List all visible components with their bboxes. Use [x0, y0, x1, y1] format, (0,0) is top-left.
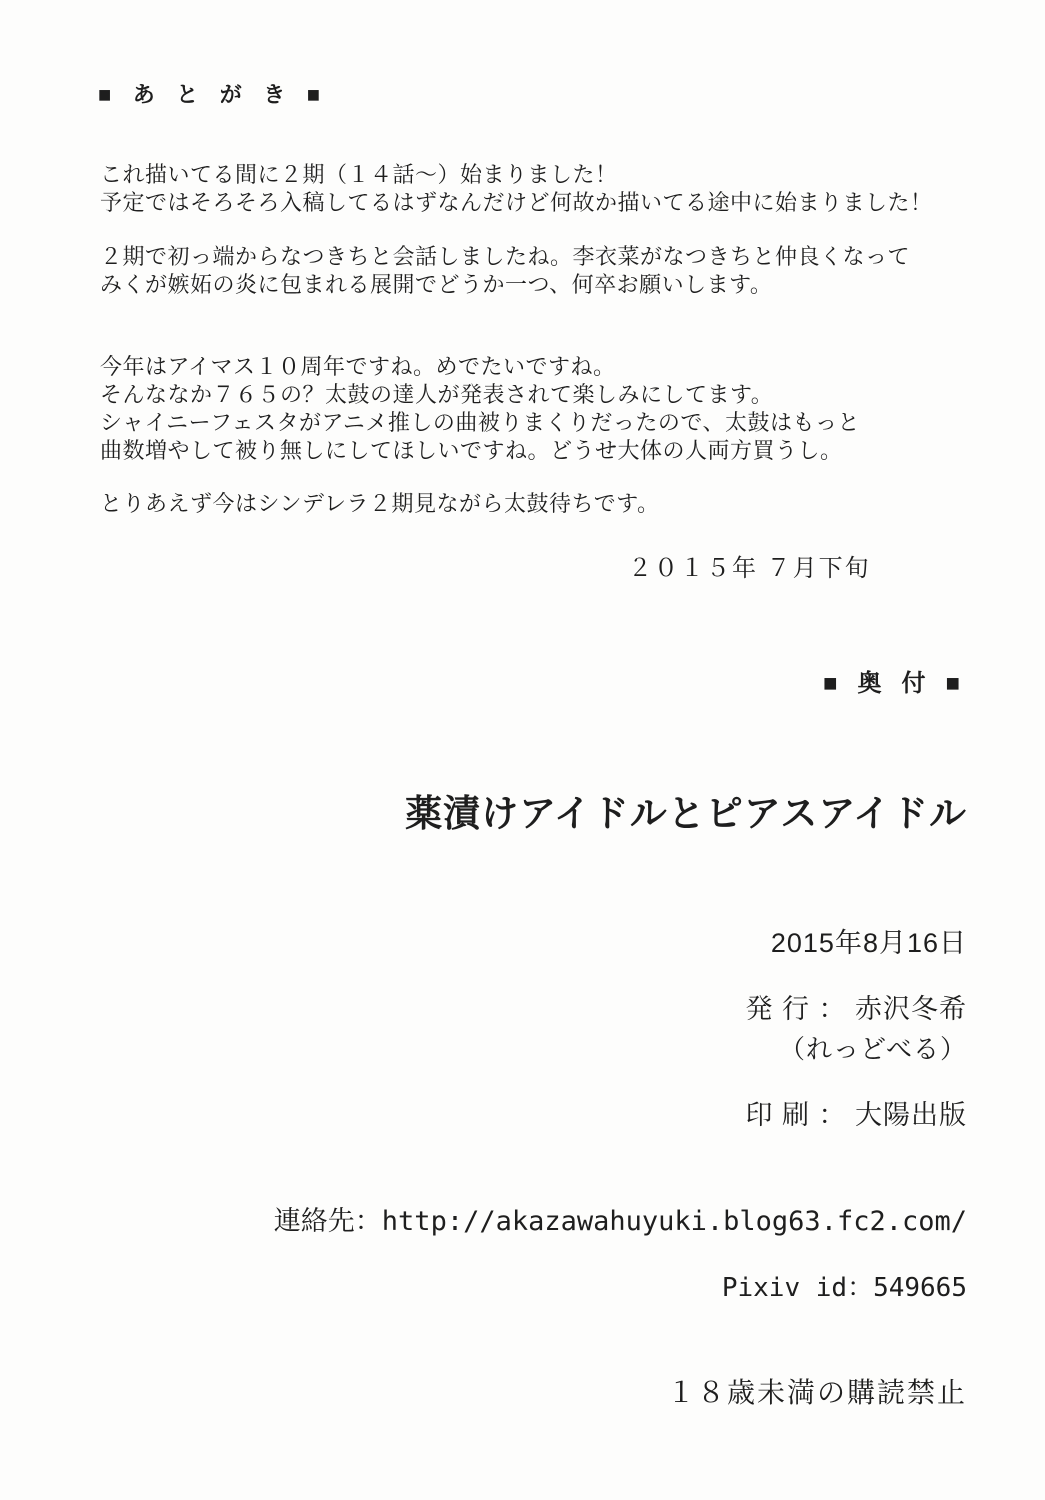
text-line: 今年はアイマス１０周年ですね。めでたいですね。: [100, 354, 616, 379]
text-line: とりあえず今はシンデレラ２期見ながら太鼓待ちです。: [100, 491, 660, 516]
text-line: これ描いてる間に２期（１４話～）始まりました！: [100, 162, 618, 187]
text-line: 曲数増やして被り無しにしてほしいですね。どうせ大体の人両方買うし。: [100, 438, 843, 463]
afterword-paragraph-4: [100, 490, 660, 518]
text-line: 予定ではそろそろ入稿してるはずなんだけど何故か描いてる途中に始まりました！: [100, 190, 933, 215]
pixiv-id: Pixiv id：549665: [721, 1273, 967, 1303]
printer-line: 印 刷 ： 大陽出版: [745, 1100, 967, 1130]
afterword-date: ２０１５年 ７月下旬: [628, 555, 871, 582]
afterword-paragraph-3: [100, 353, 860, 465]
contact-line: [274, 1199, 967, 1238]
text-line: みくが嫉妬の炎に包まれる展開でどうか一つ、何卒お願いします。: [100, 272, 773, 297]
text-line: そんななか７６５の？太鼓の達人が発表されて楽しみにしてます。: [100, 382, 774, 407]
publisher-alias: （れっどべる）: [779, 1034, 967, 1064]
afterword-paragraph-2: [100, 243, 910, 299]
contact-label: 連絡先：: [273, 1206, 382, 1236]
text-line: ２期で初っ端からなつきちと会話しましたね。李衣菜がなつきちと仲良くなって: [100, 244, 911, 269]
colophon-heading: ■ 奥 付 ■: [823, 671, 967, 697]
publish-date: 2015年8月16日: [770, 928, 967, 958]
afterword-heading: ■ あ と が き ■: [98, 82, 329, 107]
publisher-line: 発 行 ： 赤沢冬希: [745, 994, 967, 1024]
afterword-paragraph-1: [100, 161, 933, 217]
book-title: 薬漬けアイドルとピアスアイドル: [405, 794, 967, 835]
contact-url: http://akazawahuyuki.blog63.fc2.com/: [381, 1206, 967, 1237]
text-line: シャイニーフェスタがアニメ推しの曲被りまくりだったので、太鼓はもっと: [100, 410, 860, 435]
age-restriction-notice: １８歳未満の購読禁止: [666, 1377, 967, 1408]
